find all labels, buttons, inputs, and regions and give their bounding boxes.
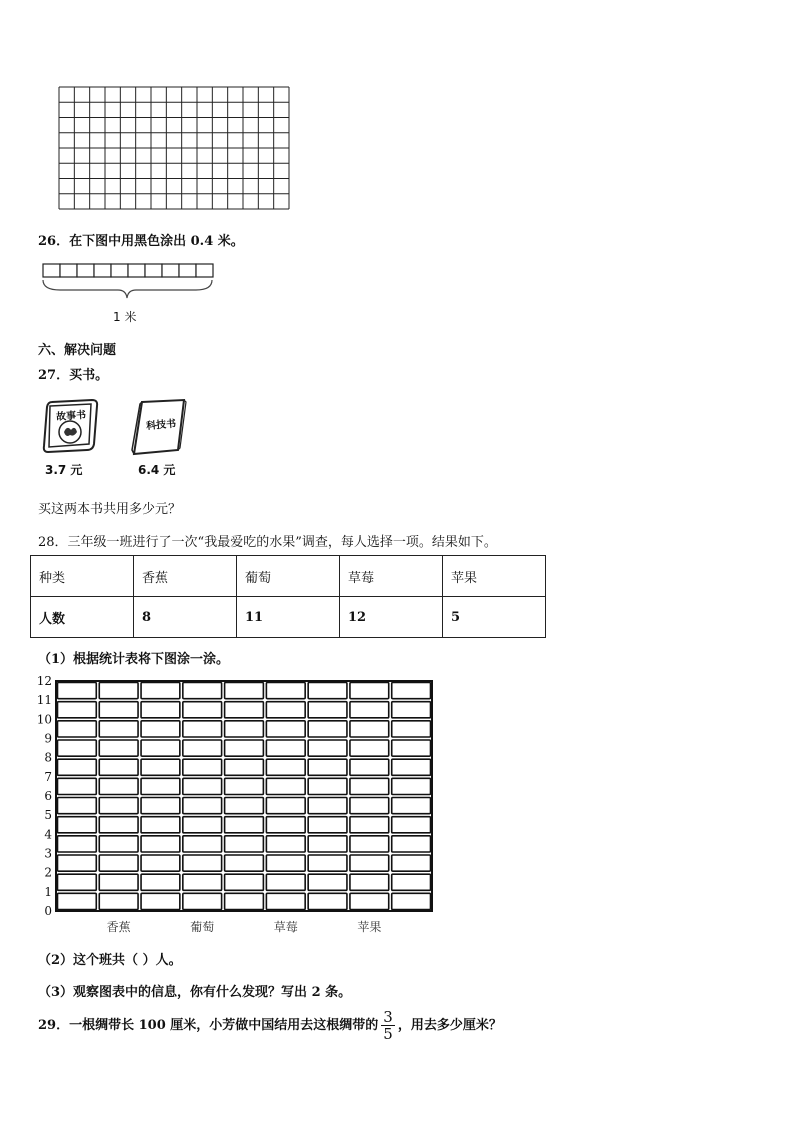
chart-cell[interactable] [392,836,431,852]
chart-cell[interactable] [350,874,389,890]
chart-cell[interactable] [141,721,180,737]
x-category-label: 草莓 [273,920,298,934]
chart-cell[interactable] [58,855,97,871]
chart-cell[interactable] [58,778,97,794]
chart-cell[interactable] [99,702,138,718]
chart-cell[interactable] [266,836,305,852]
chart-cell[interactable] [308,759,347,775]
fraction [381,1009,395,1042]
chart-cell[interactable] [350,740,389,756]
chart-cell[interactable] [141,740,180,756]
y-tick-label: 2 [44,865,52,880]
table-cell: 5 [443,597,546,638]
q27-question: 买这两本书共用多少元？ [38,502,182,517]
chart-cell[interactable] [392,874,431,890]
chart-cell[interactable] [392,740,431,756]
ruler-cell[interactable] [162,264,179,277]
chart-cell[interactable] [308,893,347,909]
chart-cell[interactable] [99,798,138,814]
chart-cell[interactable] [392,778,431,794]
chart-cell[interactable] [183,817,222,833]
chart-cell[interactable] [392,798,431,814]
question-26: 26．在下图中用黑色涂出 0.4 米。 [38,234,244,249]
ruler-cell[interactable] [111,264,128,277]
chart-cell[interactable] [183,702,222,718]
chart-cell[interactable] [225,683,264,699]
y-tick-label: 7 [44,769,52,784]
chart-cell[interactable] [266,683,305,699]
chart-cell[interactable] [58,683,97,699]
q29-text-after: ，用去多少厘米？ [397,1018,502,1033]
ruler-cell[interactable] [60,264,77,277]
question-28: 28．三年级一班进行了一次“我最爱吃的水果”调查，每人选择一项。结果如下。 [38,535,497,550]
table-cell: 种类 [31,556,134,597]
chart-cell[interactable] [392,721,431,737]
brace [43,280,212,298]
bar-chart-grid [30,674,440,942]
book1-price: 3.7 元 [45,463,83,477]
chart-cell[interactable] [99,683,138,699]
chart-cell[interactable] [225,702,264,718]
table-cell: 人数 [31,597,134,638]
chart-cell[interactable] [183,855,222,871]
ruler-cell[interactable] [145,264,162,277]
chart-cell[interactable] [183,778,222,794]
y-tick-label: 6 [44,789,52,803]
chart-cell[interactable] [141,798,180,814]
chart-cell[interactable] [350,817,389,833]
chart-cell[interactable] [350,798,389,814]
chart-cell[interactable] [58,874,97,890]
y-tick-label: 4 [44,827,52,842]
table-cell: 苹果 [443,556,546,597]
y-tick-label: 1 [44,884,52,899]
y-tick-label: 11 [36,693,52,708]
chart-cell[interactable] [392,855,431,871]
chart-cell[interactable] [99,855,138,871]
y-tick-label: 12 [36,674,52,688]
book1-title: 故事书 [55,409,87,424]
chart-cell[interactable] [58,893,97,909]
chart-cell[interactable] [266,893,305,909]
chart-cell[interactable] [392,702,431,718]
chart-cell[interactable] [266,798,305,814]
chart-cell[interactable] [183,893,222,909]
table-row [31,597,546,638]
chart-cell[interactable] [308,778,347,794]
y-tick-label: 8 [44,750,52,765]
chart-cell[interactable] [141,855,180,871]
y-tick-label: 10 [36,712,52,727]
chart-cell[interactable] [141,759,180,775]
chart-cell[interactable] [183,759,222,775]
chart-cell[interactable] [141,817,180,833]
chart-cell[interactable] [183,798,222,814]
chart-cell[interactable] [141,874,180,890]
question-27: 27．买书。 [38,368,109,383]
chart-cell[interactable] [308,817,347,833]
q29-text-before: 29．一根绸带长 100 厘米，小芳做中国结用去这根绸带的 [38,1018,379,1033]
ruler-cell[interactable] [179,264,196,277]
chart-cell[interactable] [308,683,347,699]
chart-cell[interactable] [58,740,97,756]
ruler-cell[interactable] [77,264,94,277]
chart-cell[interactable] [99,893,138,909]
chart-cell[interactable] [308,798,347,814]
chart-cell[interactable] [266,702,305,718]
book2-title: 科技书 [145,418,177,433]
chart-cell[interactable] [99,721,138,737]
y-tick-label: 5 [44,808,52,823]
chart-cell[interactable] [308,740,347,756]
y-tick-label: 3 [44,846,52,861]
section-title: 六、解决问题 [38,343,117,358]
chart-cell[interactable] [392,683,431,699]
chart-cell[interactable] [308,874,347,890]
chart-cell[interactable] [350,855,389,871]
chart-cell[interactable] [58,759,97,775]
chart-cell[interactable] [99,817,138,833]
book2-price: 6.4 元 [138,463,176,477]
chart-cell[interactable] [225,759,264,775]
chart-cell[interactable] [99,874,138,890]
chart-cell[interactable] [266,855,305,871]
table-cell: 香蕉 [134,556,237,597]
chart-cell[interactable] [350,778,389,794]
chart-cell[interactable] [225,721,264,737]
question-29 [38,1009,502,1042]
table-cell: 草莓 [340,556,443,597]
q28-part2: （2）这个班共（ ）人。 [38,953,182,968]
chart-cell[interactable] [225,798,264,814]
chart-cell[interactable] [183,836,222,852]
ruler-cell[interactable] [128,264,145,277]
chart-cell[interactable] [225,836,264,852]
chart-cell[interactable] [183,740,222,756]
chart-cell[interactable] [392,817,431,833]
chart-cell[interactable] [266,778,305,794]
chart-cell[interactable] [58,817,97,833]
ruler-cell[interactable] [94,264,111,277]
square-grid [58,86,292,212]
chart-cell[interactable] [308,855,347,871]
y-tick-label: 0 [44,904,52,918]
chart-cell[interactable] [99,740,138,756]
y-tick-label: 9 [44,731,52,746]
chart-cell[interactable] [99,778,138,794]
table-cell: 葡萄 [237,556,340,597]
chart-cell[interactable] [141,702,180,718]
table-header-row [31,556,546,597]
table-cell: 8 [134,597,237,638]
chart-cell[interactable] [183,683,222,699]
x-category-label: 葡萄 [190,920,215,934]
chart-cell[interactable] [183,874,222,890]
chart-cell[interactable] [350,702,389,718]
chart-cell[interactable] [58,721,97,737]
chart-cell[interactable] [225,778,264,794]
chart-cell[interactable] [58,702,97,718]
ruler-cell[interactable] [196,264,213,277]
science-book-image [128,398,190,456]
chart-cell[interactable] [350,836,389,852]
meter-ruler [40,262,220,302]
chart-cell[interactable] [266,759,305,775]
table-cell: 12 [340,597,443,638]
x-category-label: 香蕉 [106,920,131,934]
chart-cell[interactable] [141,683,180,699]
fraction-numerator: 3 [383,1008,393,1026]
chart-cell[interactable] [308,836,347,852]
chart-cell[interactable] [266,817,305,833]
chart-cell[interactable] [350,893,389,909]
chart-cell[interactable] [266,740,305,756]
q28-part1: （1）根据统计表将下图涂一涂。 [38,652,230,667]
chart-cell[interactable] [350,683,389,699]
chart-cell[interactable] [350,721,389,737]
chart-cell[interactable] [141,778,180,794]
chart-cell[interactable] [225,893,264,909]
chart-cell[interactable] [58,836,97,852]
chart-cell[interactable] [99,759,138,775]
chart-cell[interactable] [141,893,180,909]
x-category-label: 苹果 [357,920,382,934]
chart-cell[interactable] [392,759,431,775]
chart-cell[interactable] [225,855,264,871]
chart-cell[interactable] [225,874,264,890]
chart-cell[interactable] [58,798,97,814]
chart-cell[interactable] [266,721,305,737]
chart-cell[interactable] [392,893,431,909]
fraction-denominator: 5 [383,1025,393,1043]
chart-cell[interactable] [308,721,347,737]
survey-table [30,555,546,638]
chart-cell[interactable] [308,702,347,718]
chart-cell[interactable] [225,740,264,756]
chart-cell[interactable] [266,874,305,890]
chart-cell[interactable] [225,817,264,833]
chart-cell[interactable] [99,836,138,852]
chart-cell[interactable] [141,836,180,852]
chart-cell[interactable] [350,759,389,775]
storybook-image [42,398,102,454]
chart-cell[interactable] [183,721,222,737]
q28-part3: （3）观察图表中的信息，你有什么发现？写出 2 条。 [38,985,352,1000]
table-cell: 11 [237,597,340,638]
ruler-cell[interactable] [43,264,60,277]
ruler-caption: 1 米 [113,310,137,324]
